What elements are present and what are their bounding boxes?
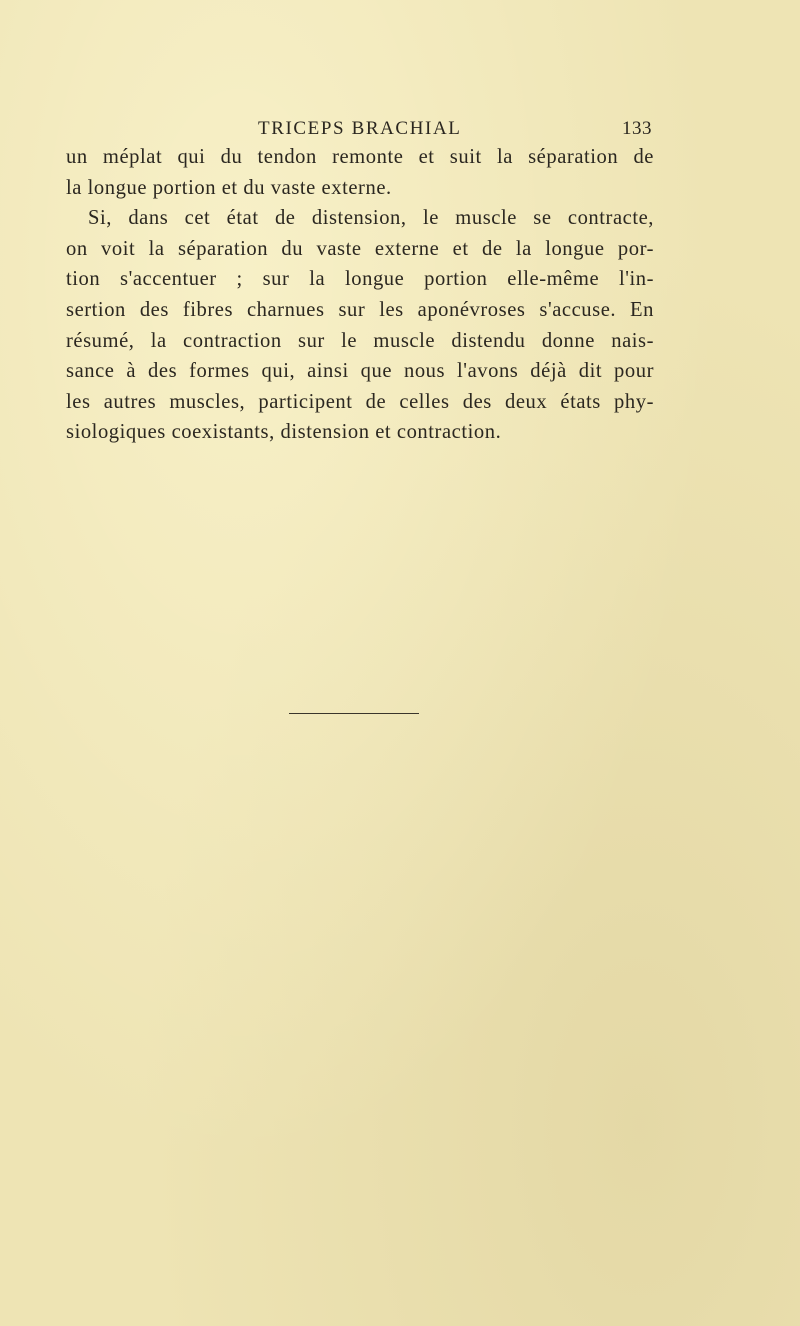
text-line: on voit la séparation du vaste externe et de la longue por- bbox=[66, 237, 654, 260]
text-line: sertion des fibres charnues sur les aponévroses s'accuse. En bbox=[66, 298, 654, 321]
text-line: Si, dans cet état de distension, le muscle se contracte, bbox=[88, 207, 654, 230]
running-title: TRICEPS BRACHIAL bbox=[258, 118, 462, 139]
running-head bbox=[258, 118, 652, 144]
text-line: sance à des formes qui, ainsi que nous l'avons déjà dit pour bbox=[66, 360, 654, 383]
text-line: les autres muscles, participent de celles des deux états phy- bbox=[66, 390, 654, 413]
body-text bbox=[66, 142, 654, 448]
text-line: siologiques coexistants, distension et contraction. bbox=[66, 421, 502, 444]
text-line: un méplat qui du tendon remonte et suit la séparation de bbox=[66, 146, 654, 168]
text-line: tion s'accentuer ; sur la longue portion elle-même l'in- bbox=[66, 268, 654, 291]
section-end-rule bbox=[289, 713, 419, 714]
page-number: 133 bbox=[622, 118, 652, 139]
text-line: la longue portion et du vaste externe. bbox=[66, 176, 392, 199]
text-line: résumé, la contraction sur le muscle distendu donne nais- bbox=[66, 329, 654, 352]
